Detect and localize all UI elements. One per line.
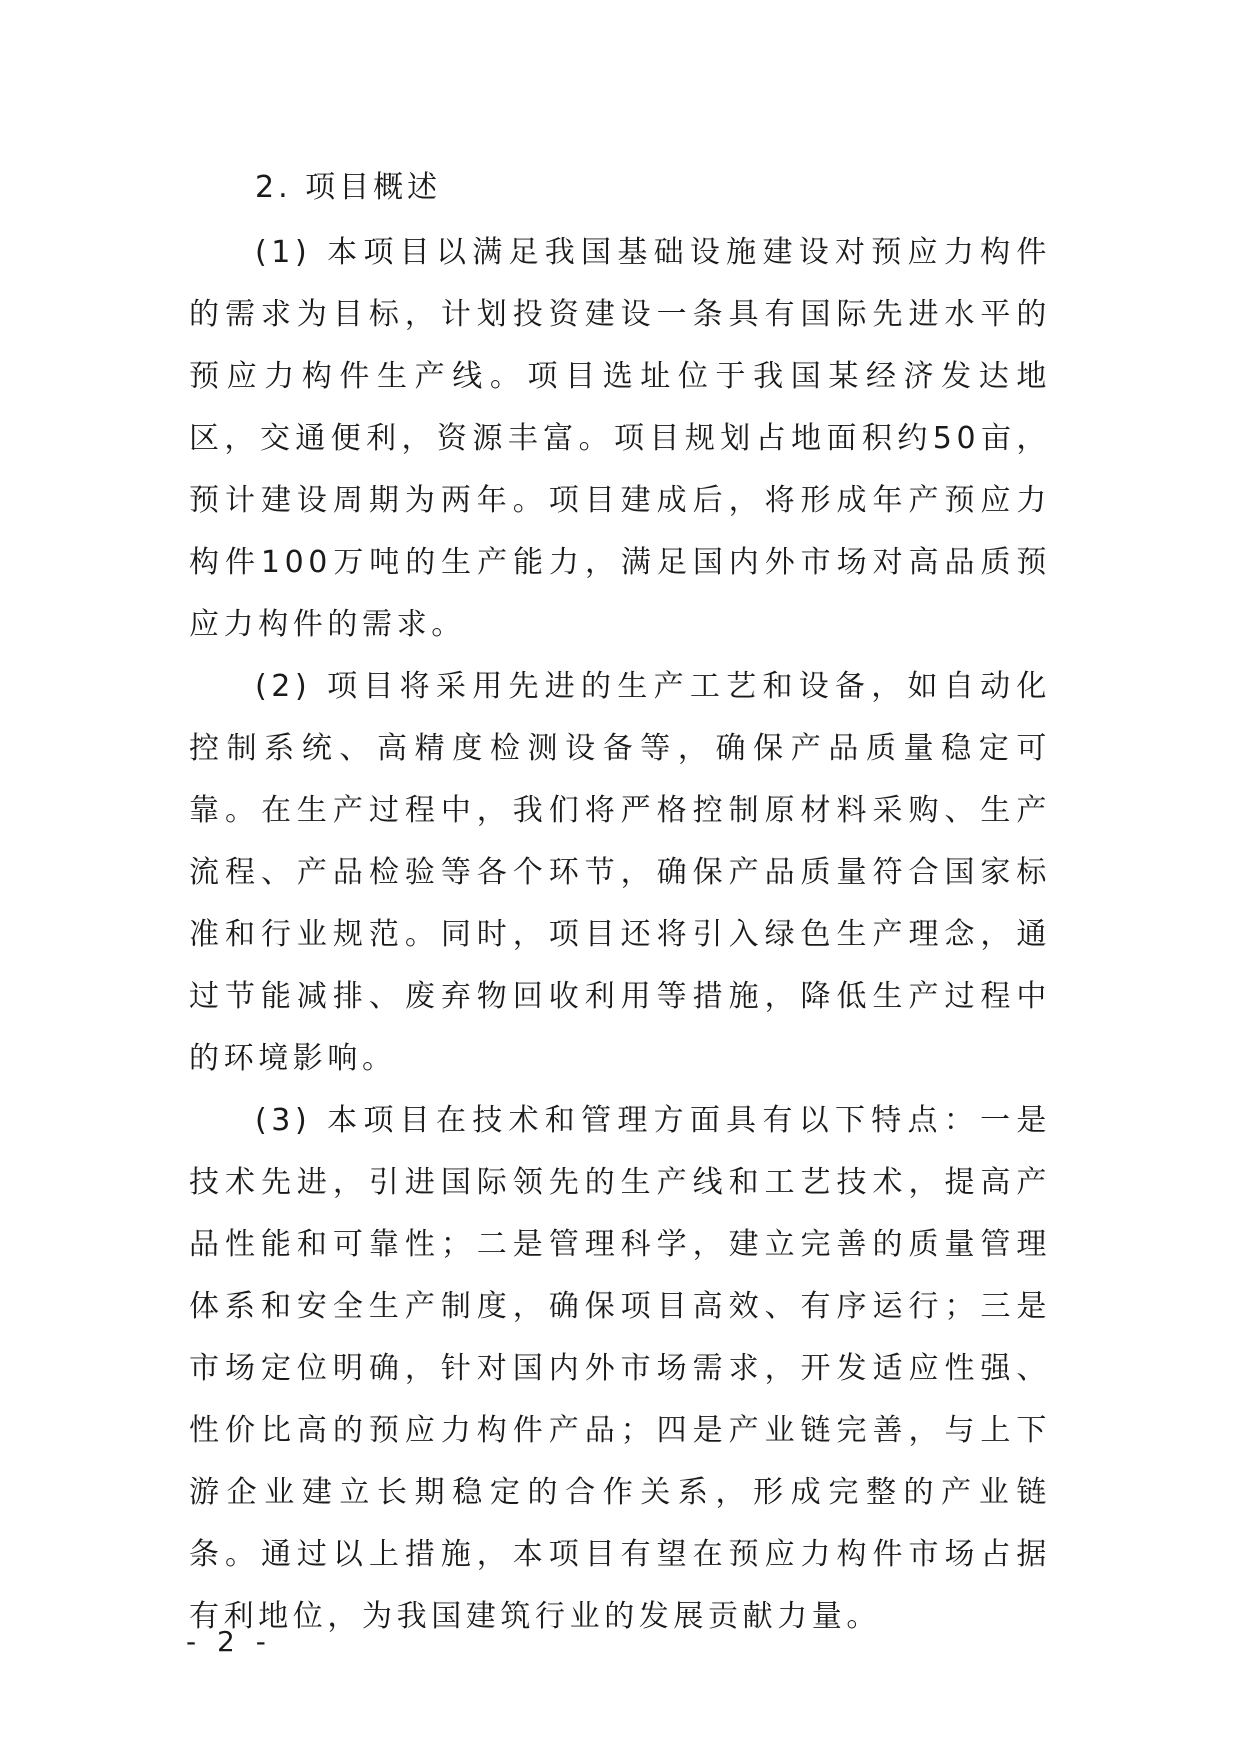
section-heading: 2. 项目概述 <box>255 170 442 205</box>
paragraph-1: (1) 本项目以满足我国基础设施建设对预应力构件的需求为目标，计划投资建设一条具有国际先进水平的预应力构件生产线。项目选址位于我国某经济发达地区，交通便利，资源丰富。项目规划占地面积约50亩，预计建设周期为两年。项目建成后，将形成年产预应力构件100万吨的生产能力，满足国内外市场对高品质预应力构件的需求。 <box>189 235 1051 642</box>
paragraph-2: (2) 项目将采用先进的生产工艺和设备，如自动化控制系统、高精度检测设备等，确保产品质量稳定可靠。在生产过程中，我们将严格控制原材料采购、生产流程、产品检验等各个环节，确保产品质量符合国家标准和行业规范。同时，项目还将引入绿色生产理念，通过节能减排、废弃物回收利用等措施，降低生产过程中的环境影响。 <box>189 669 1051 1076</box>
page-number: - 2 - <box>186 1625 272 1658</box>
page-content <box>189 160 1051 1648</box>
paragraph-3: (3) 本项目在技术和管理方面具有以下特点：一是技术先进，引进国际领先的生产线和工艺技术，提高产品性能和可靠性；二是管理科学，建立完善的质量管理体系和安全生产制度，确保项目高效、有序运行；三是市场定位明确，针对国内外市场需求，开发适应性强、性价比高的预应力构件产品；四是产业链完善，与上下游企业建立长期稳定的合作关系，形成完整的产业链条。通过以上措施，本项目有望在预应力构件市场占据有利地位，为我国建筑行业的发展贡献力量。 <box>189 1103 1051 1634</box>
